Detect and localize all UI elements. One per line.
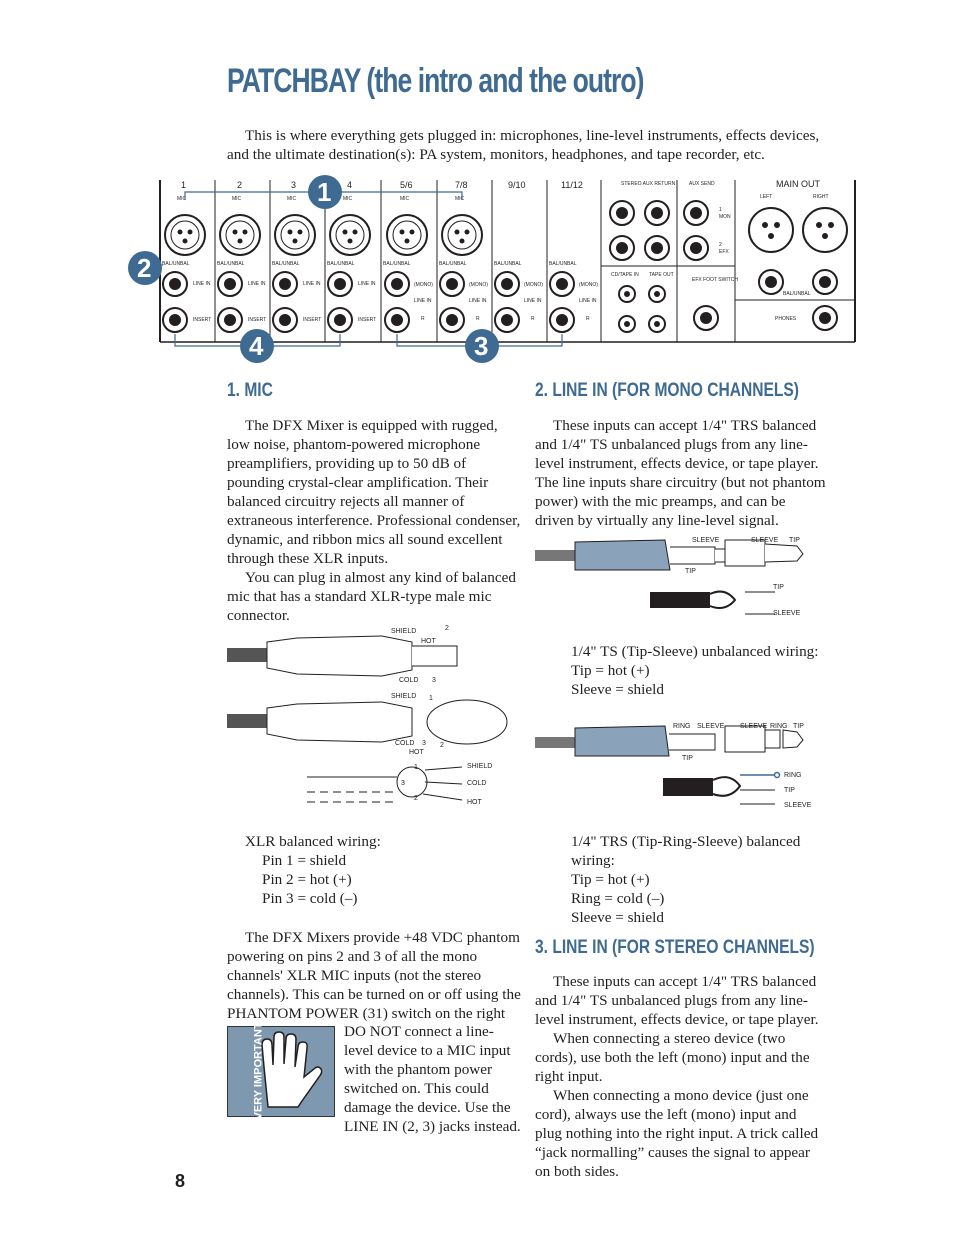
svg-text:LINE IN: LINE IN [303, 281, 321, 287]
trs-plug-diagram [535, 716, 825, 812]
svg-text:LINE IN: LINE IN [358, 281, 376, 287]
svg-text:1: 1 [317, 177, 332, 207]
svg-text:LINE IN: LINE IN [579, 298, 597, 304]
svg-text:SHIELD: SHIELD [391, 628, 417, 635]
svg-text:LINE IN: LINE IN [193, 281, 211, 287]
svg-text:AUX SEND: AUX SEND [689, 181, 715, 187]
svg-text:MIC: MIC [287, 196, 297, 202]
svg-text:TIP: TIP [685, 568, 696, 575]
svg-text:BAL/UNBAL: BAL/UNBAL [549, 261, 577, 267]
svg-text:SLEEVE: SLEEVE [692, 537, 720, 544]
svg-text:COLD: COLD [395, 740, 415, 747]
svg-text:1: 1 [414, 764, 418, 771]
mic-paragraph-2: You can plug in almost any kind of balanced mic that has a standard XLR-type male mic connector. [227, 569, 516, 624]
svg-text:TIP: TIP [773, 584, 784, 591]
svg-text:BAL/UNBAL: BAL/UNBAL [783, 291, 811, 297]
svg-text:STEREO AUX RETURN: STEREO AUX RETURN [621, 181, 676, 187]
svg-text:INSERT: INSERT [303, 317, 322, 323]
trs-heading: 1/4" TRS (Tip-Ring-Sleeve) balanced wiring: [571, 833, 801, 869]
svg-text:3: 3 [422, 740, 426, 747]
ts-wiring [571, 642, 827, 699]
svg-text:TIP: TIP [789, 537, 800, 544]
svg-text:SLEEVE: SLEEVE [784, 802, 812, 809]
svg-text:COLD: COLD [467, 780, 487, 787]
xlr-heading: XLR balanced wiring: [245, 833, 381, 850]
svg-text:LINE IN: LINE IN [469, 298, 487, 304]
svg-text:EFX FOOT SWITCH: EFX FOOT SWITCH [692, 277, 739, 283]
svg-text:LINE IN: LINE IN [524, 298, 542, 304]
svg-text:MIC: MIC [455, 196, 465, 202]
svg-text:BAL/UNBAL: BAL/UNBAL [217, 261, 245, 267]
svg-text:SLEEVE: SLEEVE [751, 537, 779, 544]
xlr-pin1: Pin 1 = shield [262, 852, 347, 869]
page-title: PATCHBAY (the intro and the outro) [227, 62, 644, 100]
svg-text:BAL/UNBAL: BAL/UNBAL [272, 261, 300, 267]
svg-text:2: 2 [719, 242, 722, 248]
hand-icon [228, 1027, 334, 1116]
svg-text:BAL/UNBAL: BAL/UNBAL [439, 261, 467, 267]
svg-text:2: 2 [445, 625, 449, 632]
ts-tip: Tip = hot (+) [571, 662, 650, 679]
page-number: 8 [175, 1171, 186, 1191]
svg-text:TIP: TIP [682, 755, 693, 762]
ch-label-4: 4 [347, 180, 353, 190]
mic-heading: 1. MIC [227, 380, 273, 401]
svg-text:3: 3 [401, 780, 405, 787]
phantom-paragraph: The DFX Mixers provide +48 VDC phantom powering on pins 2 and 3 of all the mono channels' XLR MIC inputs (not the stereo channels). This can be turned on or off using the PHANTOM POWER (31) switch on the right [227, 929, 521, 1022]
svg-text:R: R [531, 316, 535, 322]
ch-label-1112: 11/12 [561, 180, 583, 190]
svg-text:R: R [476, 316, 480, 322]
trs-wiring [571, 832, 827, 927]
svg-text:MIC: MIC [177, 196, 187, 202]
line-stereo-paragraph-1: These inputs can accept 1/4" TRS balanced and 1/4" TS unbalanced plugs from any line-level instrument, effects device, or tape player. [535, 973, 819, 1028]
ts-plug-diagram [535, 532, 825, 624]
mic-paragraph-1: The DFX Mixer is equipped with rugged, low noise, phantom-powered microphone preamplifiers, providing up to 50 dB of pounding crystal-clear amplification. Their balanced circuitry rejects all manner of extraneous interference. Professional condenser, dynamic, and ribbon mics all sound excellent through these XLR inputs. [227, 417, 521, 567]
line-mono-section [535, 380, 827, 530]
line-stereo-paragraph-2: When connecting a stereo device (two cords), use both the left (mono) input and the right input. [535, 1030, 810, 1085]
svg-text:TIP: TIP [784, 787, 795, 794]
svg-text:RING: RING [784, 772, 802, 779]
ts-heading: 1/4" TS (Tip-Sleeve) unbalanced wiring: [571, 643, 819, 660]
line-stereo-paragraph-3: When connecting a mono device (just one cord), always use the left (mono) input and plug nothing into the right input. A trick called “jack normalling” causes the signal to appear on both sides. [535, 1087, 819, 1180]
svg-text:HOT: HOT [467, 799, 482, 806]
svg-text:PHONES: PHONES [775, 316, 797, 322]
svg-text:RING: RING [770, 723, 788, 730]
svg-text:INSERT: INSERT [193, 317, 212, 323]
svg-text:(MONO): (MONO) [469, 282, 488, 288]
svg-text:SLEEVE: SLEEVE [740, 723, 768, 730]
svg-text:LINE IN: LINE IN [248, 281, 266, 287]
svg-text:BAL/UNBAL: BAL/UNBAL [494, 261, 522, 267]
svg-text:EFX: EFX [719, 249, 729, 255]
svg-text:1: 1 [429, 695, 433, 702]
ch-label-910: 9/10 [508, 180, 526, 190]
line-mono-paragraph: These inputs can accept 1/4" TRS balanced and 1/4" TS unbalanced plugs from any line-level instrument, effects device, or tape player. The line inputs share circuitry (but not phantom power) with the mic preamps, and can be driven by virtually any line-level signal. [535, 417, 826, 529]
svg-text:2: 2 [414, 795, 418, 802]
ch-label-2: 2 [237, 180, 243, 190]
svg-text:RING: RING [673, 723, 691, 730]
ch-label-3: 3 [291, 180, 297, 190]
svg-text:SLEEVE: SLEEVE [697, 723, 725, 730]
trs-tip: Tip = hot (+) [571, 871, 650, 888]
mic-section [227, 380, 521, 625]
intro-paragraph: This is where everything gets plugged in: microphones, line-level instruments, effects devices, and the ultimate destination(s): PA system, monitors, headphones, and tape recorder, etc. [227, 127, 820, 163]
ch-label-78: 7/8 [455, 180, 468, 190]
svg-text:MIC: MIC [400, 196, 410, 202]
line-stereo-section [535, 937, 827, 1181]
svg-text:INSERT: INSERT [248, 317, 267, 323]
svg-text:BAL/UNBAL: BAL/UNBAL [383, 261, 411, 267]
svg-text:(MONO): (MONO) [414, 282, 433, 288]
svg-text:SHIELD: SHIELD [391, 693, 417, 700]
svg-text:HOT: HOT [421, 638, 436, 645]
svg-text:BAL/UNBAL: BAL/UNBAL [162, 261, 190, 267]
very-important-box [227, 1022, 335, 1120]
svg-text:R: R [421, 316, 425, 322]
xlr-wiring [245, 832, 521, 908]
patchbay-diagram [125, 170, 865, 365]
svg-text:(MONO): (MONO) [579, 282, 598, 288]
svg-text:2: 2 [440, 742, 444, 749]
svg-text:HOT: HOT [409, 749, 424, 756]
xlr-pin2: Pin 2 = hot (+) [262, 871, 352, 888]
xlr-pin3: Pin 3 = cold (–) [262, 890, 358, 907]
svg-text:TIP: TIP [793, 723, 804, 730]
svg-text:3: 3 [432, 677, 436, 684]
svg-text:MON: MON [719, 214, 731, 220]
svg-text:(MONO): (MONO) [524, 282, 543, 288]
svg-text:MIC: MIC [232, 196, 242, 202]
svg-text:3: 3 [474, 331, 489, 361]
svg-text:LINE IN: LINE IN [414, 298, 432, 304]
svg-text:CD/TAPE IN: CD/TAPE IN [611, 272, 639, 278]
line-mono-heading: 2. LINE IN (FOR MONO CHANNELS) [535, 380, 800, 401]
svg-text:SHIELD: SHIELD [467, 763, 493, 770]
warning-text: DO NOT connect a line-level device to a MIC input with the phantom power switched on. This could damage the device. Use the LINE IN (2, 3) jacks instead. [344, 1023, 521, 1135]
svg-text:SLEEVE: SLEEVE [773, 610, 801, 617]
svg-text:COLD: COLD [399, 677, 419, 684]
svg-text:MIC: MIC [343, 196, 353, 202]
trs-ring: Ring = cold (–) [571, 890, 665, 907]
trs-sleeve: Sleeve = shield [571, 909, 664, 926]
svg-text:RIGHT: RIGHT [813, 194, 829, 200]
svg-text:2: 2 [137, 253, 152, 283]
svg-text:MAIN OUT: MAIN OUT [776, 179, 820, 189]
ts-sleeve: Sleeve = shield [571, 681, 664, 698]
xlr-plug-diagram [227, 622, 517, 812]
ch-label-1: 1 [181, 180, 187, 190]
svg-text:INSERT: INSERT [358, 317, 377, 323]
ch-label-56: 5/6 [400, 180, 413, 190]
svg-text:BAL/UNBAL: BAL/UNBAL [327, 261, 355, 267]
very-important-label: VERY IMPORTANT [252, 1022, 265, 1120]
svg-text:LEFT: LEFT [760, 194, 773, 200]
svg-text:4: 4 [249, 331, 264, 361]
line-stereo-heading: 3. LINE IN (FOR STEREO CHANNELS) [535, 937, 815, 958]
svg-text:1: 1 [719, 207, 722, 213]
svg-text:R: R [586, 316, 590, 322]
svg-text:TAPE OUT: TAPE OUT [649, 272, 674, 278]
